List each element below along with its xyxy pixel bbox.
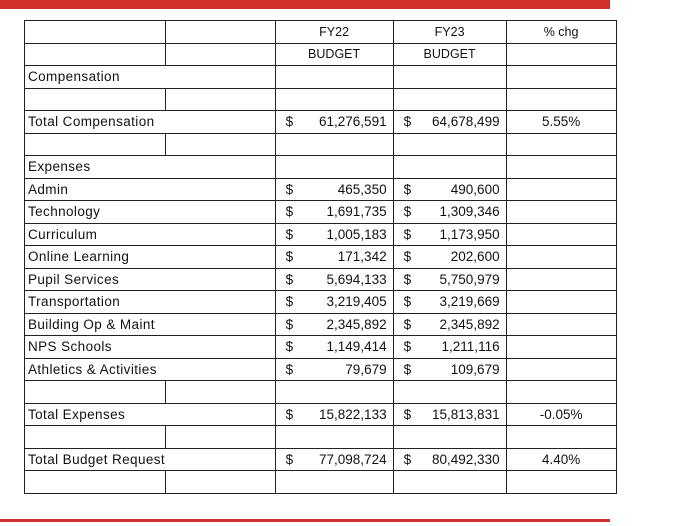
total-budget-row [25, 448, 617, 471]
currency-symbol: $ [403, 294, 412, 310]
budget-table [24, 20, 617, 494]
expense-fy22: 171,342 [337, 249, 387, 265]
currency-symbol: $ [285, 114, 294, 130]
compensation-section-row [25, 66, 617, 89]
currency-symbol: $ [403, 181, 412, 197]
compensation-label: Compensation [25, 66, 166, 89]
total-budget-fy22: 77,098,724 [319, 451, 387, 467]
expense-row [25, 201, 617, 224]
expense-fy22: 3,219,405 [326, 294, 387, 310]
fy23-header-year: FY23 [393, 21, 506, 44]
expense-fy22: 465,350 [337, 181, 387, 197]
expense-label: NPS Schools [25, 336, 166, 359]
expense-row [25, 268, 617, 291]
expense-fy23: 5,750,979 [439, 271, 500, 287]
top-accent-bar [0, 0, 610, 9]
total-compensation-label: Total Compensation [25, 111, 166, 134]
expense-row [25, 358, 617, 381]
expense-row [25, 291, 617, 314]
currency-symbol: $ [285, 226, 294, 242]
total-compensation-fy23: 64,678,499 [432, 114, 500, 130]
total-expenses-label: Total Expenses [25, 403, 166, 426]
expense-label: Online Learning [25, 246, 166, 269]
blank-row [25, 133, 617, 156]
expense-fy23: 3,219,669 [439, 294, 500, 310]
expense-rows [25, 178, 617, 381]
expense-fy23: 2,345,892 [439, 316, 500, 332]
header-row-2 [25, 43, 617, 66]
currency-symbol: $ [285, 406, 294, 422]
expense-row [25, 223, 617, 246]
expense-row [25, 313, 617, 336]
total-compensation-pct: 5.55% [506, 111, 616, 134]
expense-row [25, 178, 617, 201]
blank-row [25, 381, 617, 404]
expenses-section-row [25, 156, 617, 179]
header-row-1 [25, 21, 617, 44]
expense-fy23: 1,211,116 [441, 339, 500, 355]
currency-symbol: $ [285, 316, 294, 332]
currency-symbol: $ [403, 226, 412, 242]
expense-fy22: 79,679 [345, 361, 387, 377]
expense-fy22: 1,005,183 [326, 226, 387, 242]
expense-label: Curriculum [25, 223, 166, 246]
expense-fy22: 1,149,414 [326, 339, 387, 355]
currency-symbol: $ [285, 339, 294, 355]
fy22-header-budget: BUDGET [275, 43, 393, 66]
currency-symbol: $ [403, 204, 412, 220]
blank-row [25, 88, 617, 111]
expense-label: Admin [25, 178, 166, 201]
currency-symbol: $ [285, 204, 294, 220]
pct-change-header: % chg [506, 21, 616, 44]
total-budget-label: Total Budget Request [25, 448, 166, 471]
total-expenses-row [25, 403, 617, 426]
expense-fy22: 1,691,735 [326, 204, 387, 220]
expense-fy23: 109,679 [450, 361, 500, 377]
currency-symbol: $ [403, 114, 412, 130]
currency-symbol: $ [285, 271, 294, 287]
total-budget-pct: 4.40% [506, 448, 616, 471]
expense-label: Athletics & Activities [25, 358, 166, 381]
currency-symbol: $ [403, 339, 412, 355]
expense-row [25, 336, 617, 359]
currency-symbol: $ [403, 406, 412, 422]
total-compensation-fy22: 61,276,591 [319, 114, 387, 130]
bottom-accent-bar [0, 519, 610, 522]
total-expenses-fy23: 15,813,831 [432, 406, 500, 422]
expense-row [25, 246, 617, 269]
currency-symbol: $ [285, 361, 294, 377]
expense-label: Building Op & Maint [25, 313, 166, 336]
currency-symbol: $ [403, 271, 412, 287]
expense-label: Pupil Services [25, 268, 166, 291]
expense-label: Technology [25, 201, 166, 224]
currency-symbol: $ [285, 181, 294, 197]
expense-fy23: 490,600 [450, 181, 500, 197]
total-expenses-fy22: 15,822,133 [319, 406, 387, 422]
currency-symbol: $ [403, 249, 412, 265]
total-budget-fy23: 80,492,330 [432, 451, 500, 467]
expense-fy23: 202,600 [450, 249, 500, 265]
total-expenses-pct: -0.05% [506, 403, 616, 426]
expense-label: Transportation [25, 291, 166, 314]
currency-symbol: $ [285, 249, 294, 265]
currency-symbol: $ [403, 361, 412, 377]
currency-symbol: $ [403, 316, 412, 332]
fy23-header-budget: BUDGET [393, 43, 506, 66]
expense-fy23: 1,173,950 [439, 226, 500, 242]
fy22-header-year: FY22 [275, 21, 393, 44]
expense-fy22: 5,694,133 [326, 271, 387, 287]
currency-symbol: $ [285, 294, 294, 310]
expense-fy22: 2,345,892 [326, 316, 387, 332]
blank-row [25, 471, 617, 494]
blank-row [25, 426, 617, 449]
expense-fy23: 1,309,346 [439, 204, 500, 220]
currency-symbol: $ [285, 451, 294, 467]
currency-symbol: $ [403, 451, 412, 467]
total-compensation-row [25, 111, 617, 134]
expenses-label: Expenses [25, 156, 166, 179]
